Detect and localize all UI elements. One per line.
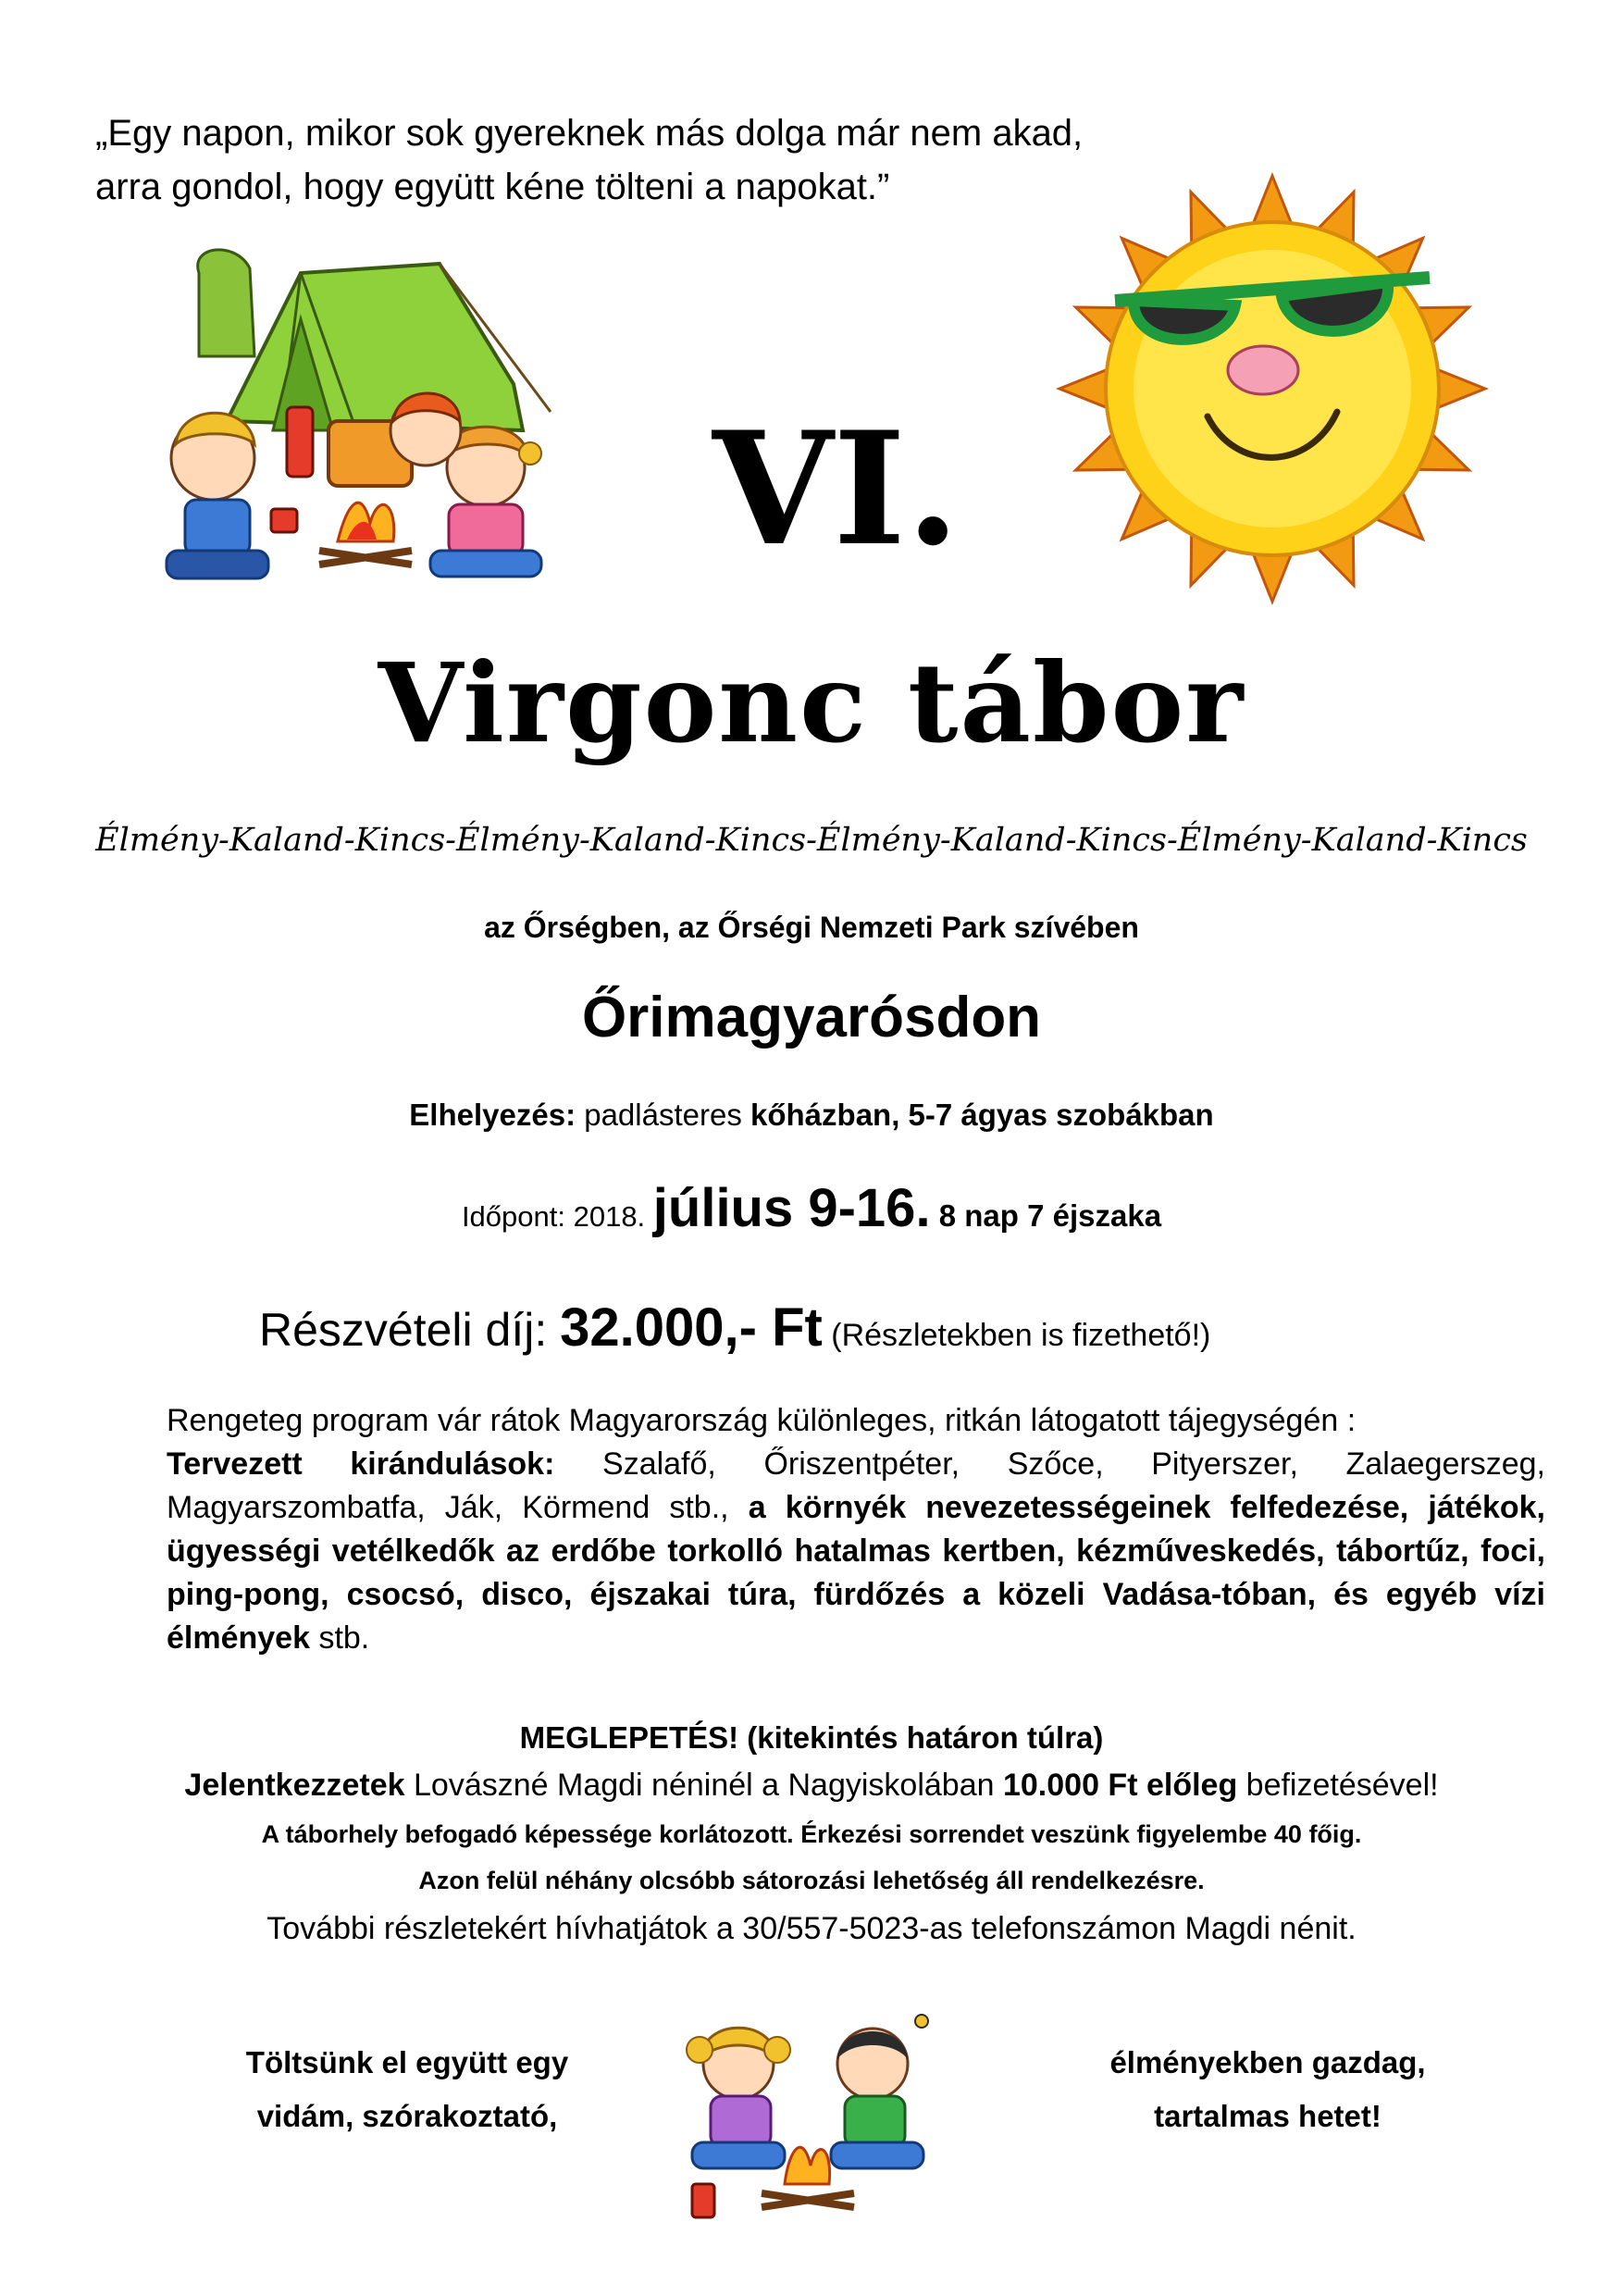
register-line (0, 1763, 1623, 1807)
fee-label: Részvételi díj (259, 1304, 535, 1356)
lodging-bold: kőházban, 5-7 ágyas szobákban (750, 1098, 1214, 1132)
closing-left (167, 2036, 648, 2143)
lodging-label: Elhelyezés: (409, 1098, 576, 1132)
lodging-line (0, 1094, 1623, 1136)
tagline: Élmény-Kaland-Kincs-Élmény-Kaland-Kincs-Élmény-Kaland-Kincs-Élmény-Kaland-Kincs (95, 822, 1528, 859)
capacity-line-1: A táborhely befogadó képessége korlátozott. Érkezési sorrendet veszünk figyelembe 40 főig. (261, 1820, 1362, 1848)
closing-right (1027, 2036, 1508, 2143)
register-end: befizetésével! (1237, 1768, 1439, 1803)
program-details (167, 1443, 1545, 1660)
sun-with-sunglasses-illustration (1050, 167, 1494, 611)
date-label: Időpont: 2018. (461, 1200, 653, 1233)
activities-list: a környék nevezetességeinek felfedezése, játékok, ügyességi vetélkedők az erdőbe torkolló hatalmas kertben, kézműveskedés, tábortűz, foci, ping-pong, csocsó, disco, éjszakai túra, fürdőzés a közeli Vadása-tóban, és egyéb vízi élmények (167, 1490, 1545, 1656)
fee-amount: 32.000,- Ft (560, 1297, 823, 1358)
fee-line (259, 1296, 1210, 1368)
fee-note: (Részletekben is fizethető!) (822, 1318, 1211, 1353)
closing-right-2: tartalmas hetet! (1154, 2099, 1381, 2133)
date-line (0, 1173, 1623, 1252)
lodging-plain: padlásteres (576, 1098, 751, 1132)
closing-left-2: vidám, szórakoztató, (256, 2099, 558, 2133)
register-bold-2: 10.000 Ft előleg (1002, 1768, 1238, 1803)
capacity-line-2: Azon felül néhány olcsóbb sátorozási lehetőség áll rendelkezésre. (418, 1867, 1205, 1894)
date-main: július 9-16. (652, 1178, 931, 1238)
program-tail: stb. (310, 1620, 370, 1656)
page-title: Virgonc tábor (378, 639, 1245, 767)
program-intro: Rengeteg program vár rátok Magyarország különleges, ritkán látogatott tájegységén : (167, 1403, 1357, 1438)
edition-numeral: VI. (712, 397, 960, 580)
location-subtitle: az Őrségben, az Őrségi Nemzeti Park szívében (484, 911, 1139, 944)
register-bold-1: Jelentkezzetek (184, 1768, 405, 1803)
closing-right-1: élményekben gazdag, (1109, 2045, 1426, 2079)
trips-list: Szalafő, Őriszentpéter, Szőce, Pityerszer, Zalaegerszeg, Magyarszombatfa, Ják, Körmend stb., (167, 1446, 1545, 1525)
surprise-line: MEGLEPETÉS! (kitekintés határon túlra) (519, 1720, 1104, 1755)
trips-label: Tervezett kirándulások: (167, 1446, 555, 1482)
closing-left-1: Töltsünk el együtt egy (245, 2045, 569, 2079)
contact-info: További részletekért hívhatjátok a 30/557-5023-as telefonszámon Magdi nénit. (266, 1911, 1357, 1946)
children-campfire-illustration (674, 2008, 942, 2230)
tent-campfire-children-illustration (162, 245, 588, 597)
fee-colon: : (534, 1304, 561, 1356)
village-name: Őrimagyarósdon (581, 986, 1042, 1049)
quote-line-1: „Egy napon, mikor sok gyereknek más dolga már nem akad, (95, 113, 1084, 154)
quote-line-2: arra gondol, hogy együtt kéne tölteni a napokat.” (95, 167, 890, 207)
date-extra: 8 nap 7 éjszaka (930, 1198, 1162, 1233)
register-mid: Lovászné Magdi néninél a Nagyiskolában (404, 1768, 1003, 1803)
program-paragraph (167, 1399, 1545, 1660)
opening-quote (95, 106, 1113, 214)
